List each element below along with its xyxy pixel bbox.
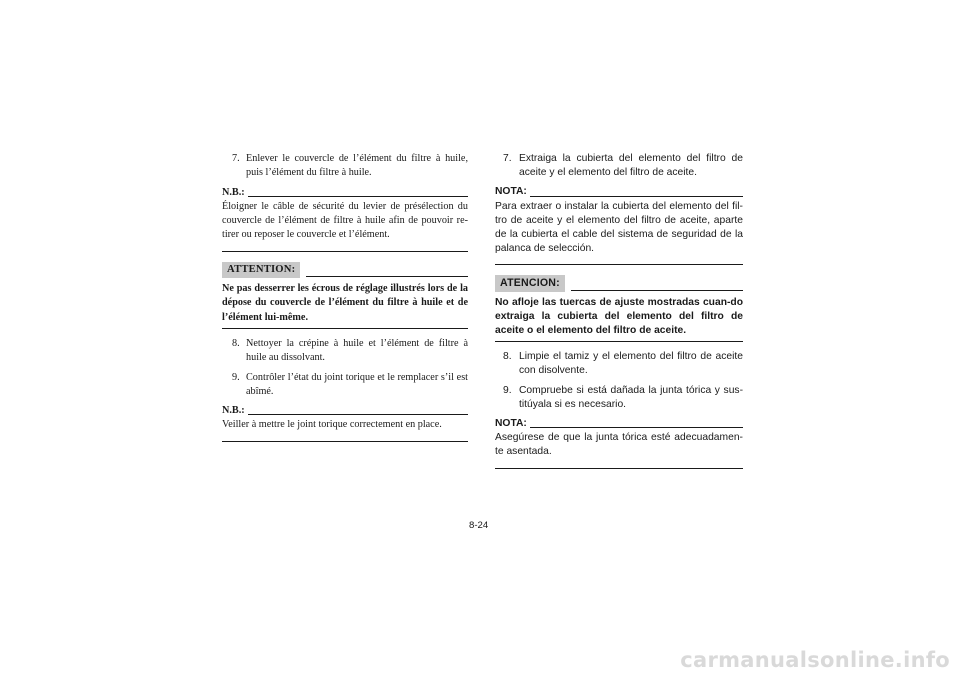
fr-step-9 [222,371,468,400]
fr-note-1-line [248,196,468,197]
fr-attention-end-rule [222,328,468,329]
fr-note-2-text: Veiller à mettre le joint torique correctement en place. [222,419,442,431]
es-note-1-end-rule [495,264,743,265]
es-step-9-text: Compruebe si está dañada la junta tórica y sus-titúyala si es necesario. [519,384,743,410]
watermark: carmanualsonline.info [680,648,950,672]
fr-step-7-text: Enlever le couvercle de l’élément du filtre à huile, puis l’élément du filtre à huile. [246,153,468,179]
spanish-column [495,152,743,479]
es-attention-text: No afloje las tuercas de ajuste mostradas cuan-do extraiga la cubierta del elemento del filtro de aceite o el elemento del filtro de aceite. [495,296,743,337]
es-step-8-text: Limpie el tamiz y el elemento del filtro de aceite con disolvente. [519,351,743,377]
es-attention-heading [495,275,743,291]
fr-note-1-label: N.B.: [222,186,245,198]
es-note-1-label: NOTA: [495,186,527,198]
es-note-2-line [530,427,743,428]
fr-step-7-number: 7. [232,153,240,164]
fr-step-7 [222,152,468,181]
es-attention-end-rule [495,341,743,342]
fr-attention-text: Ne pas desserrer les écrous de réglage illustrés lors de la dépose du couvercle de l’élément du filtre à huile et de l’élément lui-même. [222,283,468,323]
fr-note-2-line [248,414,468,415]
es-note-2-label: NOTA: [495,418,527,430]
es-attention-line [571,290,743,291]
fr-note-2-end-rule [222,441,468,442]
es-step-8-number: 8. [503,351,512,363]
fr-step-9-text: Contrôler l’état du joint torique et le remplacer s’il est abîmé. [246,371,468,397]
es-note-2-end-rule [495,468,743,469]
es-step-9-number: 9. [503,384,512,396]
es-step-7 [495,152,743,180]
fr-note-2-label: N.B.: [222,405,245,417]
es-step-8 [495,350,743,378]
fr-attention-line [306,276,468,277]
fr-step-8 [222,337,468,366]
es-step-7-number: 7. [503,153,512,164]
fr-step-8-text: Nettoyer la crépine à huile et l’élément de filtre à huile au dissolvant. [246,337,468,364]
es-step-7-text: Extraiga la cubierta del elemento del filtro de aceite y el elemento del filtro de aceite. [519,153,743,179]
fr-note-1-end-rule [222,251,468,252]
fr-step-8-number: 8. [232,337,240,349]
fr-note-2-heading [222,404,468,418]
es-note-2-text: Asegúrese de que la junta tórica esté adecuadamen-te asentada. [495,432,743,458]
es-note-1-line [530,196,743,197]
es-attention-label: ATENCION: [495,275,565,291]
es-step-9 [495,384,743,412]
page-number: 8-24 [469,520,489,531]
es-note-1-heading [495,185,743,199]
fr-step-9-number: 9. [232,371,240,383]
fr-attention-label: ATTENTION: [222,262,300,278]
french-column [222,152,468,452]
es-note-2-heading [495,417,743,431]
fr-note-1-text: Éloigner le câble de sécurité du levier de présélection du couvercle de l’élément de filtre à huile afin de pouvoir re-tirer ou reposer le couvercle et l’élément. [222,200,468,241]
fr-note-1-heading [222,186,468,200]
fr-attention-heading [222,262,468,278]
es-note-1-text: Para extraer o instalar la cubierta del elemento del fil-tro de aceite y el elemento del filtro de aceite, aparte de la cubierta el cable del sistema de seguridad de la palanca de selección. [495,200,743,255]
